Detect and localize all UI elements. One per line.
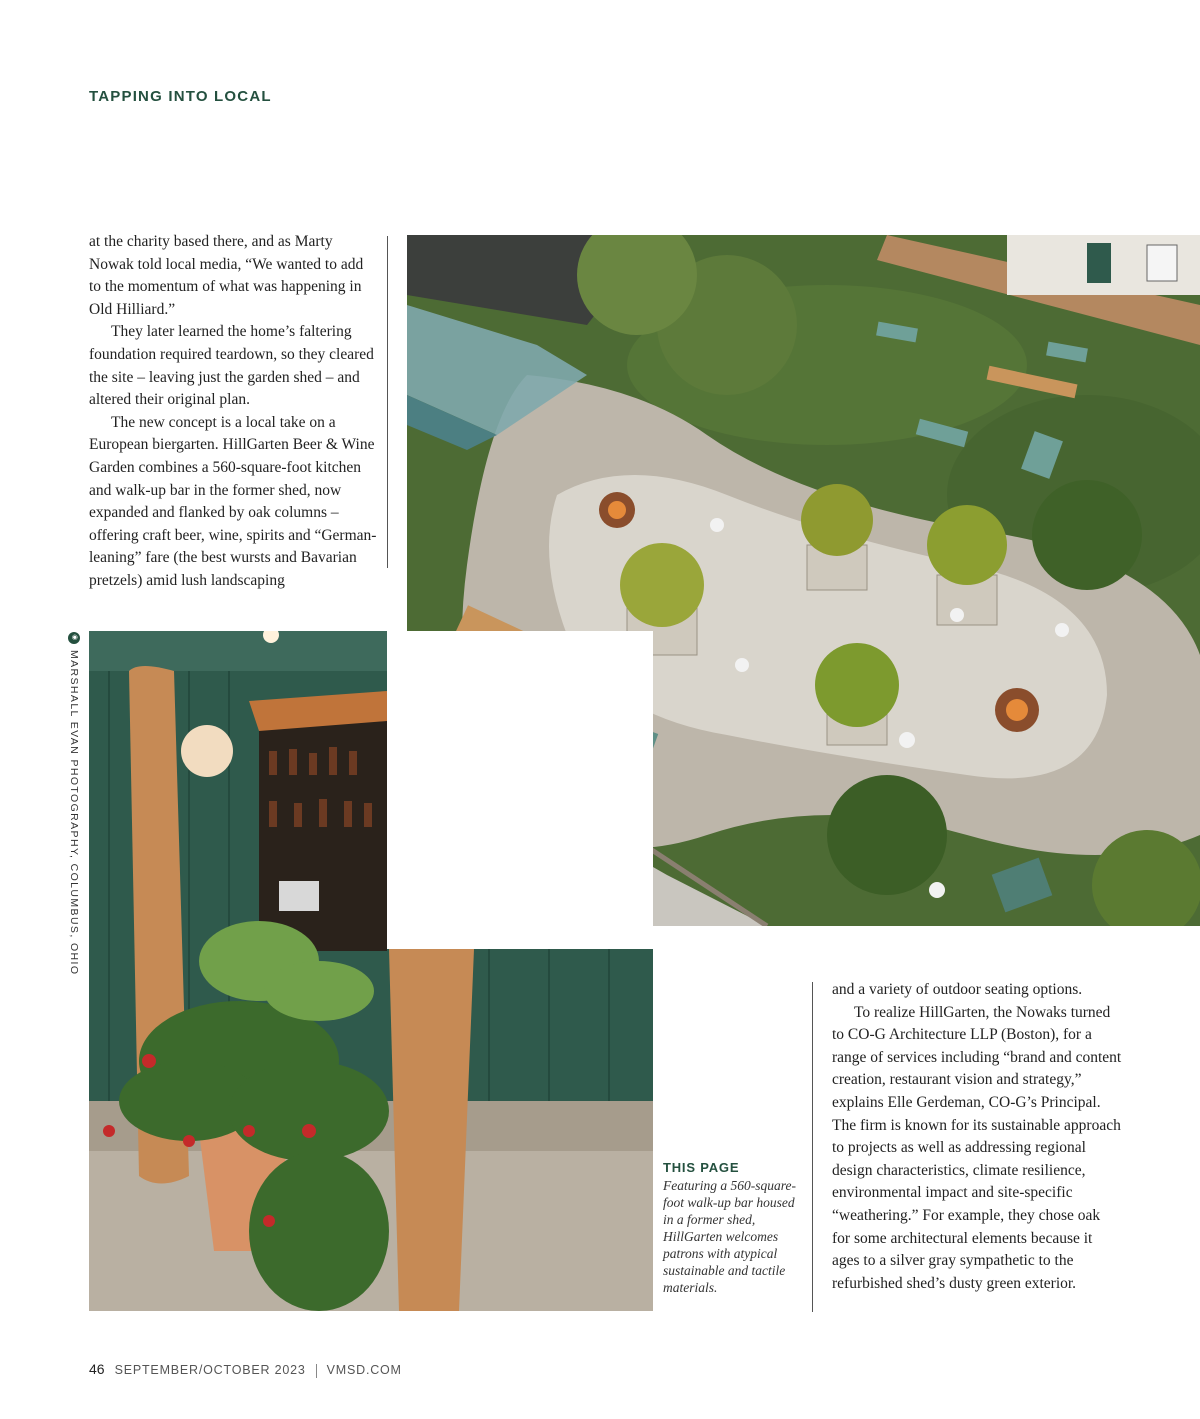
photo-caption [663, 1160, 803, 1296]
caption-heading: THIS PAGE [663, 1160, 740, 1175]
section-heading: TAPPING INTO LOCAL [89, 88, 272, 105]
paragraph: They later learned the home’s faltering foundation required teardown, so they cleared the site – leaving just the garden shed – and altered their original plan. [89, 323, 374, 409]
site-url: VMSD.COM [326, 1363, 402, 1377]
caption-body: Featuring a 560-square-foot walk-up bar housed in a former shed, HillGarten welcomes patrons with atypical sustainable and tactile materials. [663, 1178, 796, 1295]
footer-divider [316, 1364, 317, 1378]
paragraph: The new concept is a local take on a European biergarten. HillGarten Beer & Wine Garden combines a 560-square-foot kitchen and walk-up bar in the former shed, now expanded and flanked by oak columns – offering craft beer, wine, spirits and “German-leaning” fare (the best wursts and Bavarian pretzels) amid lush landscaping [89, 413, 377, 589]
photo-cutout [387, 631, 653, 949]
column-rule [812, 982, 813, 1312]
page-number: 46 [89, 1361, 105, 1377]
photo-credit [66, 632, 82, 976]
body-column-left [89, 231, 379, 593]
paragraph: To realize HillGarten, the Nowaks turned to CO-G Architecture LLP (Boston), for a range of services including “brand and content creation, restaurant vision and strategy,” explains Elle Gerdeman, CO-G’s Principal. The firm is known for its sustainable approach to projects as well as addressing regional design characteristics, climate resilience, environmental impact and site-specific “weathering.” For example, they chose oak for some architectural elements because it ages to a silver gray sympathetic to the refurbished shed’s dusty green exterior. [832, 1003, 1122, 1292]
paragraph: at the charity based there, and as Marty Nowak told local media, “We wanted to add to the momentum of what was happening in Old Hilliard.” [89, 233, 364, 318]
issue-date: SEPTEMBER/OCTOBER 2023 [114, 1363, 306, 1377]
body-column-right [832, 979, 1122, 1295]
column-rule [387, 236, 388, 568]
photo-credit-text: MARSHALL EVAN PHOTOGRAPHY, COLUMBUS, OHIO [68, 650, 80, 976]
paragraph: and a variety of outdoor seating options. [832, 981, 1083, 998]
camera-icon: ◉ [68, 632, 80, 644]
page-footer [89, 1361, 402, 1378]
